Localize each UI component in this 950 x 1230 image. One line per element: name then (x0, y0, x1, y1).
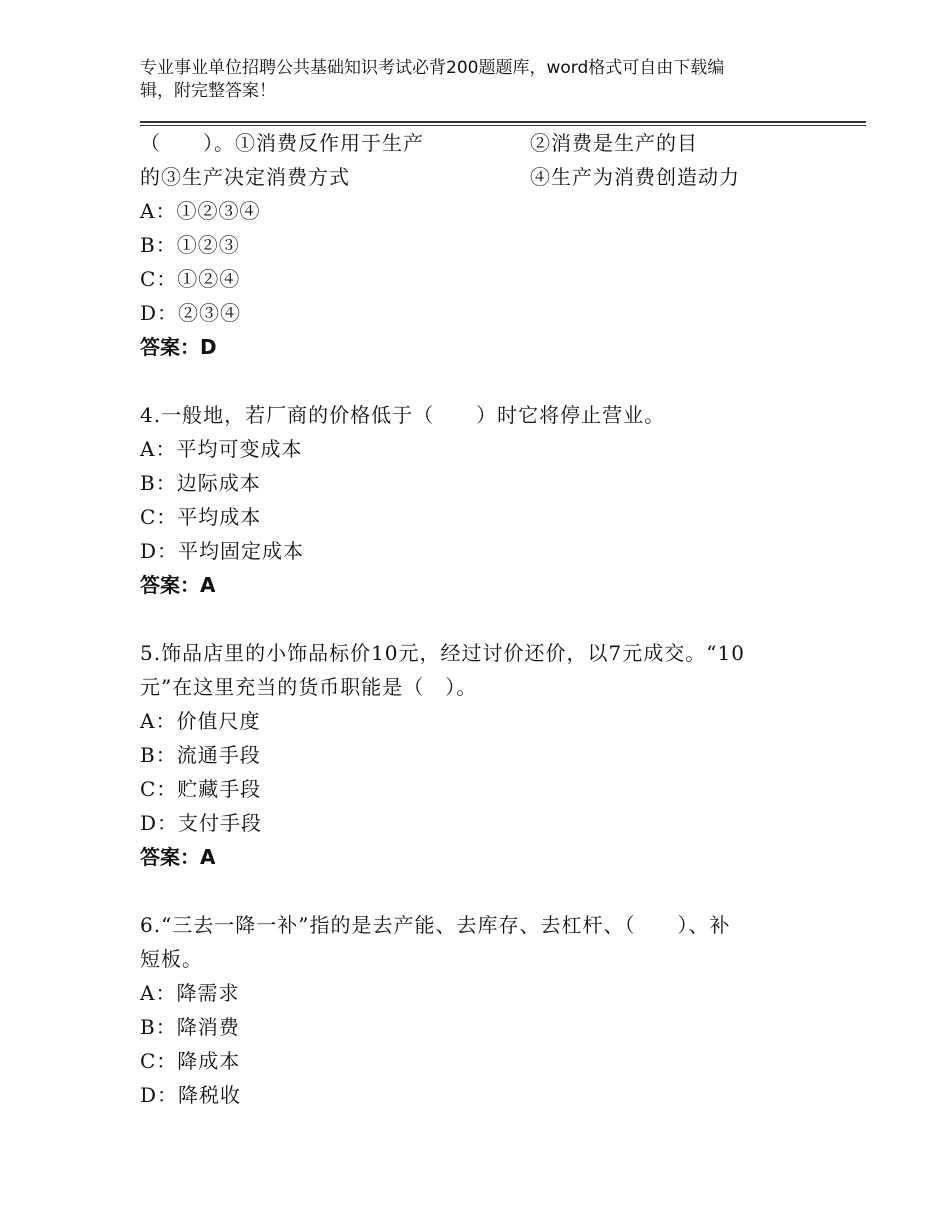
q6-option-d: D：降税收 (140, 1083, 242, 1107)
question-6 (140, 908, 800, 1112)
q3-statement-1: （ ）。①消费反作用于生产 (140, 131, 424, 155)
header-line-2: 辑，附完整答案！ (140, 81, 276, 101)
q5-option-b: B：流通手段 (140, 743, 261, 767)
q5-stem-line-2: 元”在这里充当的货币职能是（ ）。 (140, 675, 478, 699)
q4-option-d: D：平均固定成本 (140, 539, 305, 563)
q3-option-c: C：①②④ (140, 267, 241, 291)
q3-answer: 答案：D (140, 335, 217, 359)
q5-option-a: A：价值尺度 (140, 709, 261, 733)
question-5 (140, 636, 800, 874)
header-line-1: 专业事业单位招聘公共基础知识考试必背200题题库，word格式可自由下载编 (140, 58, 725, 78)
q4-option-a: A：平均可变成本 (140, 437, 303, 461)
q6-stem-line-1: 6.“三去一降一补”指的是去产能、去库存、去杠杆、（ ）、补 (140, 913, 731, 937)
page-header (140, 57, 800, 103)
spacer (140, 874, 800, 908)
q3-stem-line-1 (140, 126, 800, 160)
question-4 (140, 398, 800, 602)
q6-option-c: C：降成本 (140, 1049, 241, 1073)
q5-option-d: D：支付手段 (140, 811, 263, 835)
q5-answer: 答案：A (140, 845, 216, 869)
q4-option-c: C：平均成本 (140, 505, 262, 529)
q6-option-b: B：降消费 (140, 1015, 240, 1039)
q3-option-a: A：①②③④ (140, 199, 261, 223)
spacer (140, 602, 800, 636)
q3-option-d: D：②③④ (140, 301, 242, 325)
question-content (140, 126, 800, 1112)
q5-option-c: C：贮藏手段 (140, 777, 262, 801)
q5-stem-line-1: 5.饰品店里的小饰品标价10元，经过讨价还价，以7元成交。“10 (140, 641, 745, 665)
q3-stem-line-2 (140, 160, 800, 194)
q6-option-a: A：降需求 (140, 981, 240, 1005)
q6-stem-line-2: 短板。 (140, 947, 203, 971)
q3-option-b: B：①②③ (140, 233, 240, 257)
q3-statement-3: 的③生产决定消费方式 (140, 165, 350, 189)
question-3 (140, 126, 800, 364)
q4-stem: 4.一般地，若厂商的价格低于（ ）时它将停止营业。 (140, 403, 666, 427)
q3-statement-4: ④生产为消费创造动力 (530, 165, 740, 189)
header-rule-thick (140, 121, 866, 123)
q4-option-b: B：边际成本 (140, 471, 261, 495)
spacer (140, 364, 800, 398)
q4-answer: 答案：A (140, 573, 216, 597)
q3-statement-2: ②消费是生产的目 (530, 131, 698, 155)
